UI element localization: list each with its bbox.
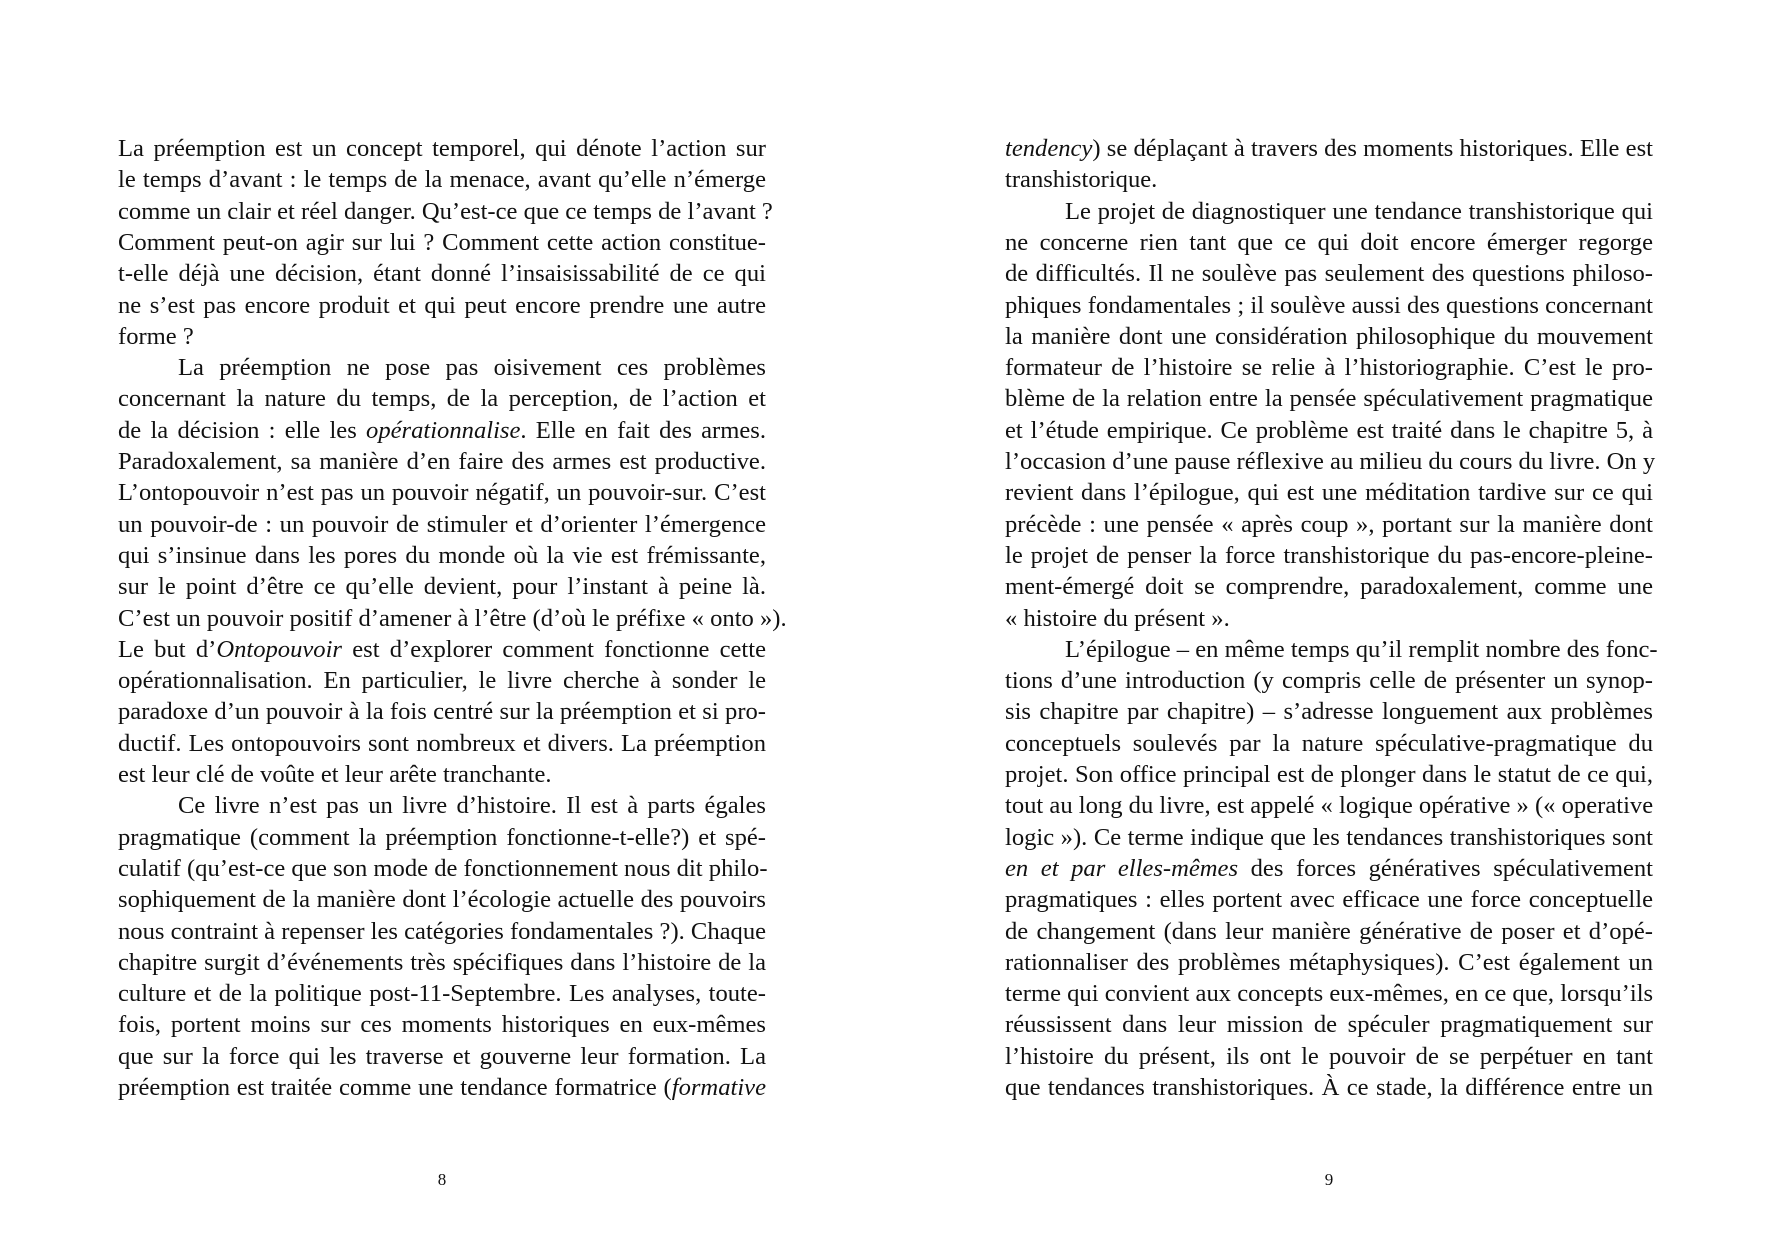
- text-segment: comme un clair et réel danger. Qu’est-ce que ce temps de l’avant ?: [118, 197, 773, 225]
- text-segment: nous contraint à repenser les catégories fondamentales ?). Chaque: [118, 917, 767, 945]
- text-segment: formateur de l’histoire se relie à l’historiographie. C’est le pro-: [1005, 354, 1653, 382]
- text-line: [1005, 227, 1653, 258]
- text-segment: L’ontopouvoir n’est pas un pouvoir négatif, un pouvoir-sur. C’est: [118, 479, 766, 507]
- left-page-number: 8: [437, 1170, 447, 1189]
- text-line: [1005, 258, 1653, 289]
- text-line: [118, 540, 766, 571]
- paragraph-last-line: [1005, 164, 1653, 195]
- text-segment: que sur la force qui les traverse et gouverne leur formation. La: [118, 1042, 766, 1070]
- text-segment: La préemption ne pose pas oisivement ces problèmes: [178, 354, 766, 382]
- text-line: [1005, 446, 1656, 477]
- text-segment: ) se déplaçant à travers des moments historiques. Elle est: [1092, 135, 1653, 162]
- text-segment: qui s’insinue dans les pores du monde où la vie est frémissante,: [118, 541, 766, 569]
- text-line: [1005, 352, 1653, 383]
- text-line: [1005, 1072, 1653, 1103]
- text-segment: fois, portent moins sur ces moments historiques en eux-mêmes: [118, 1011, 766, 1039]
- text-line: [118, 1041, 766, 1072]
- text-segment: sophiquement de la manière dont l’écologie actuelle des pouvoirs: [118, 886, 766, 914]
- text-line: [118, 822, 766, 853]
- text-line: [1005, 321, 1653, 352]
- text-line: [1005, 853, 1653, 884]
- text-segment: phiques fondamentales ; il soulève aussi des questions concernant: [1005, 291, 1653, 319]
- italic-text: tendency: [1005, 135, 1093, 162]
- text-segment: un pouvoir-de : un pouvoir de stimuler et d’orienter l’émergence: [118, 510, 766, 538]
- text-line: [118, 696, 766, 727]
- text-segment: ment-émergé doit se comprendre, paradoxalement, comme une: [1005, 573, 1653, 601]
- text-segment: Comment peut-on agir sur lui ? Comment cette action constitue-: [118, 228, 766, 256]
- paragraph-first-line: [1065, 634, 1658, 665]
- text-segment: La préemption est un concept temporel, qui dénote l’action sur: [118, 135, 766, 162]
- paragraph-first-line: [1065, 196, 1653, 227]
- text-segment: opérationnalisation. En particulier, le livre cherche à sonder le: [118, 667, 766, 695]
- text-line: [118, 634, 766, 665]
- text-segment: « histoire du présent ».: [1005, 604, 1230, 632]
- text-segment: Paradoxalement, sa manière d’en faire des armes est productive.: [118, 448, 766, 475]
- text-segment: culatif (qu’est-ce que son mode de fonctionnement nous dit philo-: [118, 854, 768, 882]
- text-segment: concernant la nature du temps, de la perception, de l’action et: [118, 385, 766, 413]
- text-line: [118, 258, 766, 289]
- text-line: [118, 196, 773, 227]
- text-line: [1005, 728, 1653, 759]
- text-segment: la manière dont une considération philosophique du mouvement: [1005, 322, 1653, 350]
- text-segment: réussissent dans leur mission de spéculer pragmatiquement sur: [1005, 1011, 1653, 1039]
- text-segment: forme ?: [118, 322, 194, 350]
- text-segment: terme qui convient aux concepts eux-mêmes, en ce que, lorsqu’ils: [1005, 980, 1654, 1008]
- text-segment: Le but d’: [118, 635, 217, 663]
- text-segment: blème de la relation entre la pensée spéculativement pragmatique: [1005, 385, 1653, 413]
- text-line: [1005, 790, 1653, 821]
- text-line: [118, 853, 766, 884]
- text-line: [118, 477, 766, 508]
- text-segment: logic »). Ce terme indique que les tendances transhistoriques sont: [1005, 823, 1653, 851]
- text-segment: et l’étude empirique. Ce problème est traité dans le chapitre 5, à: [1005, 416, 1653, 444]
- text-line: [1005, 947, 1653, 978]
- text-segment: ne concerne rien tant que ce qui doit encore émerger regorge: [1005, 228, 1653, 256]
- text-segment: pragmatique (comment la préemption fonctionne-t-elle?) et spé-: [118, 823, 766, 851]
- text-line: [118, 728, 766, 759]
- text-segment: . Elle en fait des armes.: [520, 416, 766, 444]
- text-segment: le projet de penser la force transhistorique du pas-encore-pleine-: [1005, 541, 1653, 569]
- text-line: [1005, 383, 1653, 414]
- text-segment: projet. Son office principal est de plonger dans le statut de ce qui,: [1005, 761, 1653, 788]
- text-line: [1005, 571, 1653, 602]
- paragraph-last-line: [118, 321, 766, 352]
- text-line: [1005, 696, 1653, 727]
- text-segment: pragmatiques : elles portent avec efficace une force conceptuelle: [1005, 886, 1653, 914]
- italic-text: Ontopouvoir: [216, 635, 343, 663]
- text-segment: conceptuels soulevés par la nature spéculative-pragmatique du: [1005, 729, 1653, 757]
- text-segment: que tendances transhistoriques. À ce stade, la différence entre un: [1005, 1074, 1653, 1101]
- text-line: [118, 947, 766, 978]
- text-line: [118, 383, 766, 414]
- text-segment: Ce livre n’est pas un livre d’histoire. Il est à parts égales: [178, 792, 766, 820]
- text-segment: précède : une pensée « après coup », portant sur la manière dont: [1005, 510, 1653, 538]
- text-line: [118, 665, 766, 696]
- text-segment: est d’explorer comment fonctionne cette: [342, 635, 766, 663]
- text-segment: ductif. Les ontopouvoirs sont nombreux et divers. La préemption: [118, 729, 766, 757]
- text-segment: Le projet de diagnostiquer une tendance transhistorique qui: [1065, 197, 1653, 225]
- text-line: [118, 164, 766, 195]
- text-line: [118, 133, 766, 164]
- text-line: [118, 509, 766, 540]
- paragraph-last-line: [1005, 603, 1653, 634]
- text-segment: chapitre surgit d’événements très spécifiques dans l’histoire de la: [118, 948, 766, 976]
- text-line: [1005, 884, 1653, 915]
- text-segment: l’occasion d’une pause réflexive au milieu du cours du livre. On y: [1005, 448, 1656, 475]
- text-line: [1005, 916, 1653, 947]
- italic-text: opérationnalise: [366, 416, 521, 444]
- text-segment: rationnaliser des problèmes métaphysiques). C’est également un: [1005, 948, 1653, 976]
- text-line: [118, 1009, 766, 1040]
- text-line: [1005, 540, 1653, 571]
- text-segment: t-elle déjà une décision, étant donné l’insaisissabilité de ce qui: [118, 260, 766, 288]
- text-segment: ne s’est pas encore produit et qui peut encore prendre une autre: [118, 291, 766, 319]
- text-line: [1005, 477, 1653, 508]
- text-line: [1005, 290, 1653, 321]
- text-line: [118, 603, 787, 634]
- text-line: [1005, 1041, 1653, 1072]
- text-segment: de difficultés. Il ne soulève pas seulement des questions philoso-: [1005, 260, 1653, 288]
- paragraph-first-line: [178, 352, 766, 383]
- text-segment: est leur clé de voûte et leur arête tranchante.: [118, 761, 552, 788]
- text-line: [118, 571, 766, 602]
- text-line: [118, 415, 766, 446]
- text-segment: transhistorique.: [1005, 166, 1158, 194]
- text-line: [118, 978, 766, 1009]
- text-line: [118, 884, 766, 915]
- text-line: [118, 1072, 766, 1103]
- text-segment: culture et de la politique post-11-Septembre. Les analyses, toute-: [118, 980, 766, 1008]
- text-segment: revient dans l’épilogue, qui est une méditation tardive sur ce qui: [1005, 479, 1653, 507]
- text-line: [118, 290, 766, 321]
- text-segment: sur le point d’être ce qu’elle devient, pour l’instant à peine là.: [118, 573, 766, 601]
- text-segment: l’histoire du présent, ils ont le pouvoir de se perpétuer en tant: [1005, 1042, 1653, 1070]
- right-page: [886, 0, 1772, 1240]
- text-segment: des forces génératives spéculativement: [1238, 854, 1653, 882]
- text-line: [118, 227, 766, 258]
- text-line: [1005, 1009, 1653, 1040]
- text-line: [1005, 665, 1653, 696]
- text-segment: tout au long du livre, est appelé « logique opérative » (« operative: [1005, 792, 1654, 820]
- italic-text: formative: [671, 1074, 766, 1101]
- text-segment: de changement (dans leur manière générative de poser et d’opé-: [1005, 917, 1653, 945]
- text-line: [1005, 822, 1653, 853]
- paragraph-first-line: [178, 790, 766, 821]
- text-line: [1005, 133, 1653, 164]
- italic-text: en et par elles-mêmes: [1005, 854, 1239, 882]
- text-segment: L’épilogue – en même temps qu’il remplit nombre des fonc-: [1065, 635, 1658, 663]
- text-line: [1005, 978, 1653, 1009]
- text-line: [1005, 759, 1653, 790]
- text-segment: tions d’une introduction (y compris celle de présenter un synop-: [1005, 667, 1653, 695]
- text-line: [118, 446, 766, 477]
- text-segment: le temps d’avant : le temps de la menace, avant qu’elle n’émerge: [118, 166, 766, 194]
- text-segment: sis chapitre par chapitre) – s’adresse longuement aux problèmes: [1005, 698, 1653, 726]
- text-segment: de la décision : elle les: [118, 416, 367, 444]
- paragraph-last-line: [118, 759, 766, 790]
- right-page-number: 9: [1324, 1170, 1334, 1189]
- text-segment: préemption est traitée comme une tendance formatrice (: [118, 1074, 672, 1101]
- text-line: [1005, 415, 1653, 446]
- text-line: [118, 916, 766, 947]
- text-line: [1005, 509, 1653, 540]
- text-segment: C’est un pouvoir positif d’amener à l’être (d’où le préfixe « onto »).: [118, 604, 787, 632]
- text-segment: paradoxe d’un pouvoir à la fois centré sur la préemption et si pro-: [118, 698, 766, 726]
